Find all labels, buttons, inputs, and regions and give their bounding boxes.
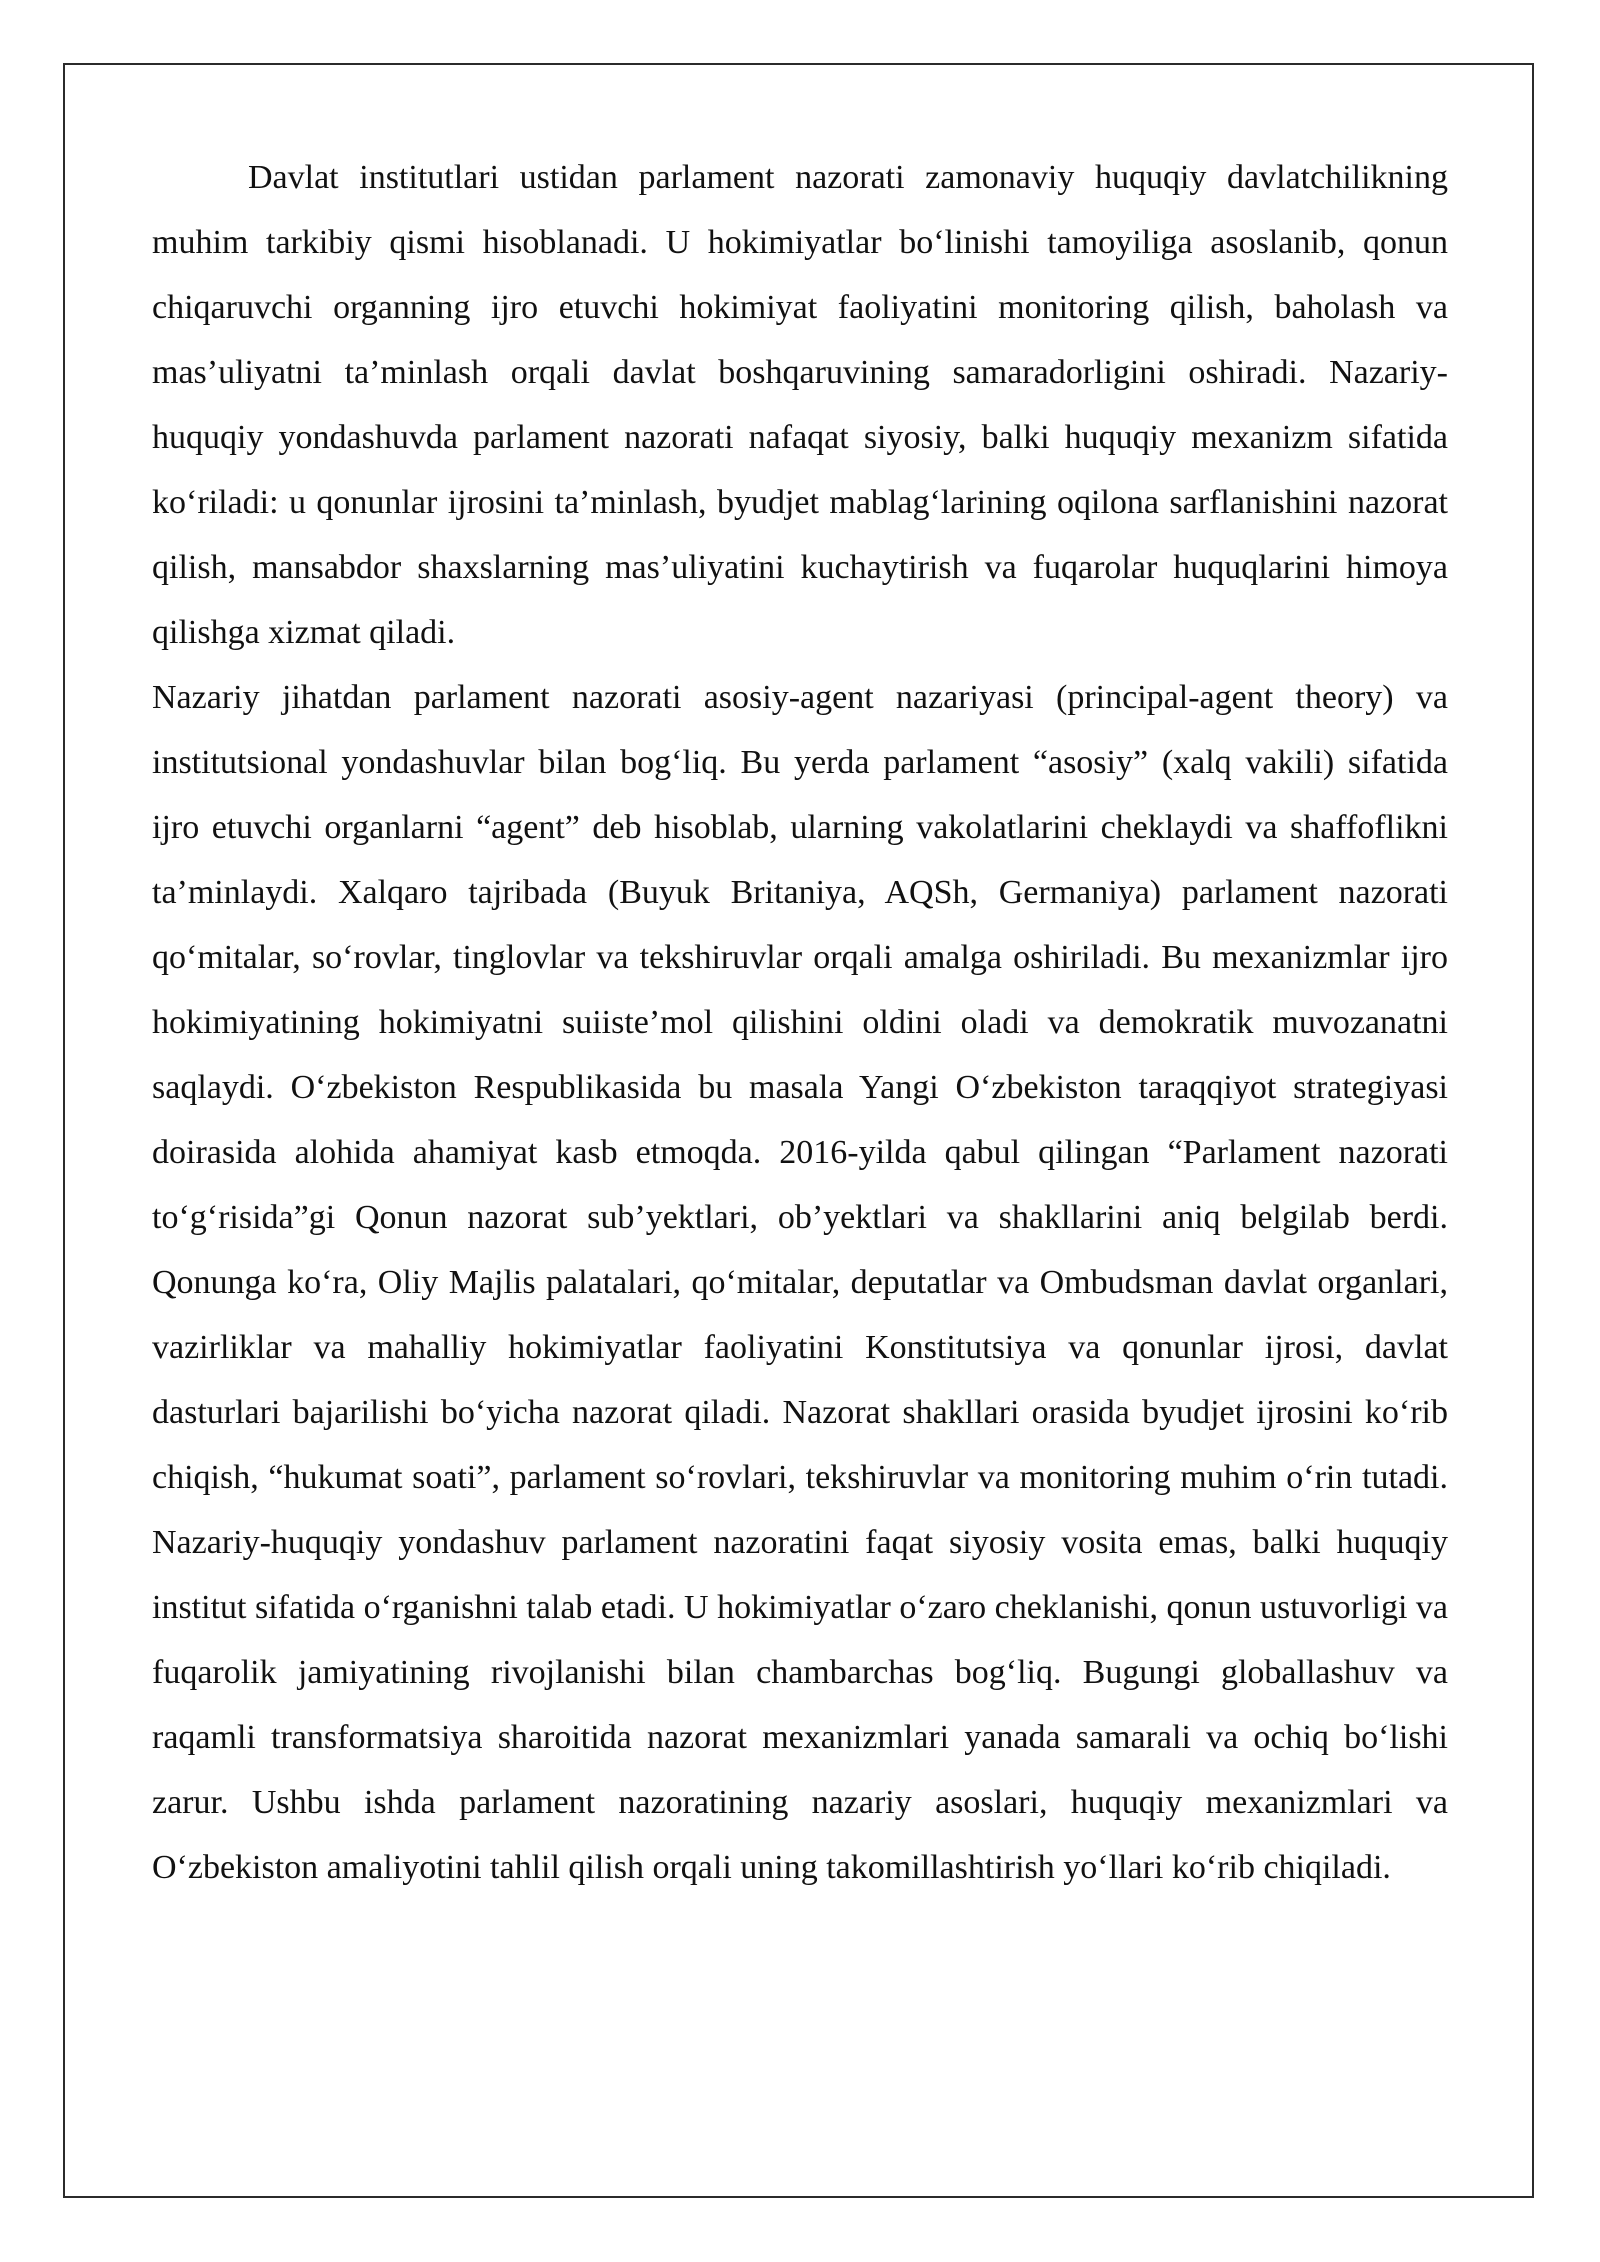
paragraph-theory: Nazariy jihatdan parlament nazorati asosiy-agent nazariyasi (principal-agent theory) va institutsional yondashuvlar bilan bogʻliq. Bu yerda parlament “asosiy” (xalq vakili) sifatida ijro etuvchi organlarni “agent” deb hisoblab, ularning vakolatlarini cheklaydi va shaffoflikni ta’minlaydi. Xalqaro tajribada (Buyuk Britaniya, AQSh, Germaniya) parlament nazorati qoʻmitalar, soʻrovlar, tinglovlar va tekshiruvlar orqali amalga oshiriladi. Bu mexanizmlar ijro hokimiyatining hokimiyatni suiiste’mol qilishini oldini oladi va demokratik muvozanatni saqlaydi. Oʻzbekiston Respublikasida bu masala Yangi Oʻzbekiston taraqqiyot strategiyasi doirasida alohida ahamiyat kasb etmoqda. 2016-yilda qabul qilingan “Parlament nazorati toʻgʻrisida”gi Qonun nazorat sub’yektlari, ob’yektlari va shakllarini aniq belgilab berdi. Qonunga koʻra, Oliy Majlis palatalari, qoʻmitalar, deputatlar va Ombudsman davlat organlari, vazirliklar va mahalliy hokimiyatlar faoliyatini Konstitutsiya va qonunlar ijrosi, davlat dasturlari bajarilishi boʻyicha nazorat qiladi. Nazorat shakllari orasida byudjet ijrosini koʻrib chiqish, “hukumat soati”, parlament soʻrovlari, tekshiruvlar va monitoring muhim oʻrin tutadi. Nazariy-huquqiy yondashuv parlament nazoratini faqat siyosiy vosita emas, balki huquqiy institut sifatida oʻrganishni talab etadi. U hokimiyatlar oʻzaro cheklanishi, qonun ustuvorligi va fuqarolik jamiyatining rivojlanishi bilan chambarchas bogʻliq. Bugungi globallashuv va raqamli transformatsiya sharoitida nazorat mexanizmlari yanada samarali va ochiq boʻlishi zarur. Ushbu ishda parlament nazoratining nazariy asoslari, huquqiy mexanizmlari va Oʻzbekiston amaliyotini tahlil qilish orqali uning takomillashtirish yoʻllari koʻrib chiqiladi. [152,679,1448,1886]
document-body [152,145,1448,1900]
paragraph-intro: Davlat institutlari ustidan parlament nazorati zamonaviy huquqiy davlatchilikning muhim tarkibiy qismi hisoblanadi. U hokimiyatlar boʻlinishi tamoyiliga asoslanib, qonun chiqaruvchi organning ijro etuvchi hokimiyat faoliyatini monitoring qilish, baholash va mas’uliyatni ta’minlash orqali davlat boshqaruvining samaradorligini oshiradi. Nazariy-huquqiy yondashuvda parlament nazorati nafaqat siyosiy, balki huquqiy mexanizm sifatida koʻriladi: u qonunlar ijrosini ta’minlash, byudjet mablagʻlarining oqilona sarflanishini nazorat qilish, mansabdor shaxslarning mas’uliyatini kuchaytirish va fuqarolar huquqlarini himoya qilishga xizmat qiladi. [152,159,1448,651]
